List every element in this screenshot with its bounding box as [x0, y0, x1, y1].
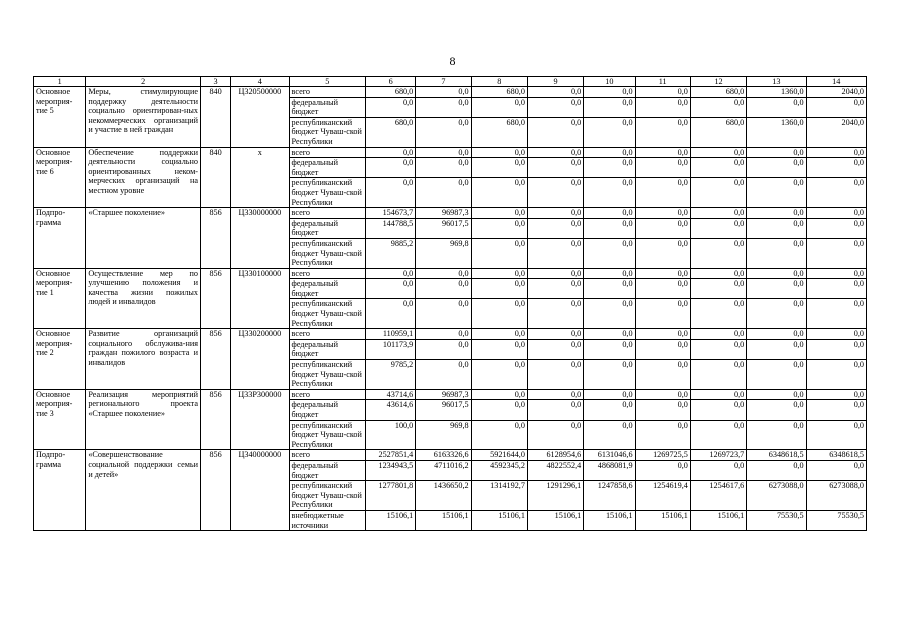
amount-cell: 0,0: [584, 420, 635, 450]
amount-cell: 0,0: [527, 218, 583, 238]
amount-cell: 15106,1: [471, 510, 527, 530]
amount-cell: 0,0: [527, 389, 583, 400]
amount-cell: 0,0: [365, 268, 415, 279]
amount-cell: 75530,5: [747, 510, 806, 530]
amount-cell: 0,0: [690, 279, 746, 299]
amount-cell: 0,0: [690, 420, 746, 450]
program-type-cell: Основное мероприя-тие 1: [34, 268, 86, 329]
budget-code-cell: Ц320500000: [231, 87, 289, 148]
table-row: [34, 389, 867, 400]
amount-cell: 0,0: [527, 238, 583, 268]
grbs-code-cell: 856: [201, 450, 231, 531]
amount-cell: 2527851,4: [365, 450, 415, 461]
amount-cell: 154673,7: [365, 208, 415, 219]
funding-source-cell: федеральный бюджет: [289, 279, 365, 299]
amount-cell: 0,0: [584, 178, 635, 208]
amount-cell: 0,0: [635, 158, 690, 178]
amount-cell: 0,0: [747, 400, 806, 420]
amount-cell: 0,0: [635, 178, 690, 208]
amount-cell: 0,0: [806, 339, 866, 359]
amount-cell: 0,0: [584, 87, 635, 98]
amount-cell: 101173,9: [365, 339, 415, 359]
grbs-code-cell: 840: [201, 87, 231, 148]
amount-cell: 0,0: [471, 97, 527, 117]
table-row: [34, 147, 867, 158]
amount-cell: 0,0: [584, 238, 635, 268]
funding-source-cell: республиканский бюджет Чуваш-ской Республики: [289, 238, 365, 268]
amount-cell: 0,0: [365, 279, 415, 299]
amount-cell: 0,0: [416, 147, 471, 158]
amount-cell: 1277801,8: [365, 481, 415, 511]
amount-cell: 15106,1: [416, 510, 471, 530]
funding-source-cell: республиканский бюджет Чуваш-ской Республики: [289, 481, 365, 511]
column-number-10: 10: [584, 77, 635, 87]
grbs-code-cell: 856: [201, 389, 231, 450]
amount-cell: 15106,1: [690, 510, 746, 530]
amount-cell: 680,0: [471, 117, 527, 147]
amount-cell: 0,0: [471, 279, 527, 299]
amount-cell: 0,0: [806, 268, 866, 279]
amount-cell: 0,0: [635, 389, 690, 400]
program-type-cell: Подпро-грамма: [34, 450, 86, 531]
amount-cell: 0,0: [806, 400, 866, 420]
amount-cell: 4822552,4: [527, 460, 583, 480]
amount-cell: 0,0: [806, 208, 866, 219]
program-name-cell: «Совершенствование социальной поддержки семьи и детей»: [86, 450, 201, 531]
amount-cell: 9785,2: [365, 360, 415, 390]
amount-cell: 0,0: [584, 279, 635, 299]
funding-source-cell: федеральный бюджет: [289, 97, 365, 117]
program-name-cell: Осуществление мер по улучшению положения и качества жизни пожилых людей и инвалидов: [86, 268, 201, 329]
amount-cell: 0,0: [635, 299, 690, 329]
amount-cell: 0,0: [527, 360, 583, 390]
amount-cell: 0,0: [635, 208, 690, 219]
funding-source-cell: внебюджетные источники: [289, 510, 365, 530]
funding-source-cell: федеральный бюджет: [289, 158, 365, 178]
amount-cell: 6163326,6: [416, 450, 471, 461]
amount-cell: 96017,5: [416, 218, 471, 238]
funding-source-cell: республиканский бюджет Чуваш-ской Республики: [289, 360, 365, 390]
amount-cell: 9885,2: [365, 238, 415, 268]
amount-cell: 0,0: [365, 158, 415, 178]
amount-cell: 0,0: [747, 460, 806, 480]
amount-cell: 2040,0: [806, 117, 866, 147]
amount-cell: 0,0: [416, 279, 471, 299]
amount-cell: 0,0: [806, 299, 866, 329]
amount-cell: 0,0: [365, 299, 415, 329]
amount-cell: 1254619,4: [635, 481, 690, 511]
program-name-cell: «Старшее поколение»: [86, 208, 201, 269]
table-row: [34, 208, 867, 219]
amount-cell: 680,0: [690, 117, 746, 147]
amount-cell: 0,0: [806, 178, 866, 208]
amount-cell: 0,0: [471, 158, 527, 178]
amount-cell: 0,0: [471, 299, 527, 329]
amount-cell: 0,0: [690, 178, 746, 208]
amount-cell: 0,0: [747, 147, 806, 158]
column-number-7: 7: [416, 77, 471, 87]
amount-cell: 0,0: [416, 87, 471, 98]
column-number-row: [34, 77, 867, 87]
column-number-3: 3: [201, 77, 231, 87]
amount-cell: 0,0: [806, 158, 866, 178]
column-number-2: 2: [86, 77, 201, 87]
amount-cell: 0,0: [806, 97, 866, 117]
program-type-cell: Подпро-грамма: [34, 208, 86, 269]
budget-code-cell: Ц33Р300000: [231, 389, 289, 450]
grbs-code-cell: 856: [201, 268, 231, 329]
amount-cell: 0,0: [527, 400, 583, 420]
grbs-code-cell: 856: [201, 329, 231, 390]
grbs-code-cell: 840: [201, 147, 231, 208]
amount-cell: 0,0: [416, 299, 471, 329]
amount-cell: 0,0: [690, 389, 746, 400]
funding-source-cell: федеральный бюджет: [289, 400, 365, 420]
amount-cell: 0,0: [635, 238, 690, 268]
amount-cell: 680,0: [690, 87, 746, 98]
amount-cell: 1291296,1: [527, 481, 583, 511]
amount-cell: 0,0: [584, 268, 635, 279]
amount-cell: 0,0: [635, 420, 690, 450]
amount-cell: 0,0: [471, 420, 527, 450]
amount-cell: 75530,5: [806, 510, 866, 530]
amount-cell: 4868081,9: [584, 460, 635, 480]
amount-cell: 0,0: [690, 158, 746, 178]
amount-cell: 0,0: [690, 299, 746, 329]
amount-cell: 0,0: [635, 400, 690, 420]
program-type-cell: Основное мероприя-тие 3: [34, 389, 86, 450]
amount-cell: 6131046,6: [584, 450, 635, 461]
amount-cell: 15106,1: [635, 510, 690, 530]
table-row: [34, 268, 867, 279]
column-number-5: 5: [289, 77, 365, 87]
amount-cell: 1269725,5: [635, 450, 690, 461]
amount-cell: 0,0: [635, 268, 690, 279]
funding-source-cell: всего: [289, 208, 365, 219]
amount-cell: 680,0: [471, 87, 527, 98]
amount-cell: 0,0: [471, 178, 527, 208]
amount-cell: 0,0: [806, 329, 866, 340]
amount-cell: 1247858,6: [584, 481, 635, 511]
amount-cell: 0,0: [416, 97, 471, 117]
amount-cell: 0,0: [747, 299, 806, 329]
program-type-cell: Основное мероприя-тие 6: [34, 147, 86, 208]
amount-cell: 1436650,2: [416, 481, 471, 511]
amount-cell: 0,0: [471, 339, 527, 359]
amount-cell: 0,0: [806, 218, 866, 238]
amount-cell: 0,0: [690, 329, 746, 340]
amount-cell: 0,0: [527, 299, 583, 329]
amount-cell: 0,0: [365, 147, 415, 158]
amount-cell: 0,0: [527, 339, 583, 359]
amount-cell: 6273088,0: [806, 481, 866, 511]
column-number-12: 12: [690, 77, 746, 87]
amount-cell: 0,0: [416, 117, 471, 147]
column-number-9: 9: [527, 77, 583, 87]
amount-cell: 0,0: [747, 158, 806, 178]
column-number-11: 11: [635, 77, 690, 87]
amount-cell: 0,0: [365, 97, 415, 117]
amount-cell: 0,0: [471, 400, 527, 420]
amount-cell: 0,0: [471, 389, 527, 400]
amount-cell: 0,0: [690, 400, 746, 420]
amount-cell: 1269723,7: [690, 450, 746, 461]
amount-cell: 0,0: [806, 460, 866, 480]
amount-cell: 680,0: [365, 117, 415, 147]
amount-cell: 969,8: [416, 420, 471, 450]
amount-cell: 0,0: [584, 360, 635, 390]
grbs-code-cell: 856: [201, 208, 231, 269]
amount-cell: 5921644,0: [471, 450, 527, 461]
amount-cell: 0,0: [584, 400, 635, 420]
amount-cell: 0,0: [365, 178, 415, 208]
amount-cell: 0,0: [416, 360, 471, 390]
amount-cell: 0,0: [747, 238, 806, 268]
amount-cell: 4711016,2: [416, 460, 471, 480]
amount-cell: 0,0: [471, 268, 527, 279]
amount-cell: 0,0: [471, 360, 527, 390]
funding-source-cell: федеральный бюджет: [289, 460, 365, 480]
amount-cell: 0,0: [747, 339, 806, 359]
amount-cell: 1234943,5: [365, 460, 415, 480]
amount-cell: 0,0: [584, 389, 635, 400]
amount-cell: 0,0: [471, 147, 527, 158]
amount-cell: 0,0: [527, 268, 583, 279]
program-type-cell: Основное мероприя-тие 5: [34, 87, 86, 148]
funding-source-cell: республиканский бюджет Чуваш-ской Республики: [289, 178, 365, 208]
amount-cell: 969,8: [416, 238, 471, 268]
amount-cell: 0,0: [747, 420, 806, 450]
amount-cell: 0,0: [635, 279, 690, 299]
amount-cell: 110959,1: [365, 329, 415, 340]
amount-cell: 4592345,2: [471, 460, 527, 480]
amount-cell: 96017,5: [416, 400, 471, 420]
amount-cell: 15106,1: [527, 510, 583, 530]
amount-cell: 0,0: [635, 218, 690, 238]
amount-cell: 0,0: [747, 97, 806, 117]
amount-cell: 0,0: [471, 208, 527, 219]
column-number-13: 13: [747, 77, 806, 87]
column-number-14: 14: [806, 77, 866, 87]
amount-cell: 0,0: [690, 97, 746, 117]
amount-cell: 0,0: [690, 339, 746, 359]
amount-cell: 0,0: [584, 339, 635, 359]
amount-cell: 0,0: [584, 158, 635, 178]
amount-cell: 0,0: [806, 147, 866, 158]
funding-source-cell: республиканский бюджет Чуваш-ской Республики: [289, 299, 365, 329]
program-name-cell: Реализация мероприятий регионального проекта «Старшее поколение»: [86, 389, 201, 450]
page-number: 8: [449, 54, 456, 68]
amount-cell: 0,0: [584, 218, 635, 238]
amount-cell: 1254617,6: [690, 481, 746, 511]
amount-cell: 144788,5: [365, 218, 415, 238]
amount-cell: 0,0: [747, 360, 806, 390]
amount-cell: 0,0: [747, 389, 806, 400]
amount-cell: 0,0: [806, 360, 866, 390]
amount-cell: 0,0: [690, 208, 746, 219]
amount-cell: 0,0: [690, 238, 746, 268]
amount-cell: 0,0: [416, 329, 471, 340]
amount-cell: 0,0: [527, 208, 583, 219]
amount-cell: 0,0: [527, 178, 583, 208]
amount-cell: 96987,3: [416, 389, 471, 400]
program-type-cell: Основное мероприя-тие 2: [34, 329, 86, 390]
amount-cell: 0,0: [527, 147, 583, 158]
budget-code-cell: Ц340000000: [231, 450, 289, 531]
funding-source-cell: федеральный бюджет: [289, 339, 365, 359]
program-name-cell: Развитие организаций социального обслужива-ния граждан пожилого возраста и инвалидов: [86, 329, 201, 390]
budget-code-cell: х: [231, 147, 289, 208]
amount-cell: 15106,1: [365, 510, 415, 530]
table-row: [34, 329, 867, 340]
amount-cell: 0,0: [584, 329, 635, 340]
amount-cell: 0,0: [584, 208, 635, 219]
amount-cell: 43714,6: [365, 389, 415, 400]
amount-cell: 0,0: [471, 329, 527, 340]
funding-source-cell: республиканский бюджет Чуваш-ской Республики: [289, 117, 365, 147]
amount-cell: 0,0: [806, 389, 866, 400]
amount-cell: 0,0: [584, 299, 635, 329]
amount-cell: 0,0: [527, 87, 583, 98]
amount-cell: 1314192,7: [471, 481, 527, 511]
amount-cell: 0,0: [747, 279, 806, 299]
amount-cell: 0,0: [690, 268, 746, 279]
amount-cell: 0,0: [584, 97, 635, 117]
amount-cell: 0,0: [527, 158, 583, 178]
amount-cell: 0,0: [806, 279, 866, 299]
amount-cell: 0,0: [416, 339, 471, 359]
amount-cell: 100,0: [365, 420, 415, 450]
amount-cell: 0,0: [635, 460, 690, 480]
amount-cell: 0,0: [471, 218, 527, 238]
funding-source-cell: федеральный бюджет: [289, 218, 365, 238]
amount-cell: 6348618,5: [806, 450, 866, 461]
amount-cell: 0,0: [416, 178, 471, 208]
amount-cell: 0,0: [635, 329, 690, 340]
amount-cell: 0,0: [584, 117, 635, 147]
budget-code-cell: Ц330100000: [231, 268, 289, 329]
amount-cell: 0,0: [747, 178, 806, 208]
amount-cell: 0,0: [527, 329, 583, 340]
amount-cell: 0,0: [527, 420, 583, 450]
amount-cell: 0,0: [635, 339, 690, 359]
budget-code-cell: Ц330200000: [231, 329, 289, 390]
amount-cell: 0,0: [747, 208, 806, 219]
amount-cell: 1360,0: [747, 87, 806, 98]
amount-cell: 96987,3: [416, 208, 471, 219]
amount-cell: 0,0: [416, 268, 471, 279]
funding-source-cell: республиканский бюджет Чуваш-ской Республики: [289, 420, 365, 450]
program-name-cell: Меры, стимулирующие поддержку деятельности социально ориентирован-ных некоммерческих организаций и участие в ней граждан: [86, 87, 201, 148]
amount-cell: 680,0: [365, 87, 415, 98]
amount-cell: 0,0: [635, 360, 690, 390]
table-row: [34, 87, 867, 98]
amount-cell: 0,0: [747, 218, 806, 238]
funding-source-cell: всего: [289, 147, 365, 158]
column-number-4: 4: [231, 77, 289, 87]
program-name-cell: Обеспечение поддержки деятельности социально ориентированных неком-мерческих организаций на местном уровне: [86, 147, 201, 208]
funding-source-cell: всего: [289, 87, 365, 98]
funding-source-cell: всего: [289, 268, 365, 279]
amount-cell: 0,0: [690, 360, 746, 390]
amount-cell: 0,0: [747, 329, 806, 340]
amount-cell: 0,0: [527, 279, 583, 299]
amount-cell: 0,0: [527, 97, 583, 117]
amount-cell: 0,0: [690, 460, 746, 480]
table-row: [34, 450, 867, 461]
funding-source-cell: всего: [289, 389, 365, 400]
amount-cell: 1360,0: [747, 117, 806, 147]
budget-code-cell: Ц330000000: [231, 208, 289, 269]
amount-cell: 0,0: [747, 268, 806, 279]
amount-cell: 0,0: [635, 87, 690, 98]
amount-cell: 0,0: [471, 238, 527, 268]
column-number-1: 1: [34, 77, 86, 87]
amount-cell: 0,0: [584, 147, 635, 158]
amount-cell: 43614,6: [365, 400, 415, 420]
funding-source-cell: всего: [289, 450, 365, 461]
amount-cell: 6128954,6: [527, 450, 583, 461]
amount-cell: 0,0: [635, 97, 690, 117]
column-number-6: 6: [365, 77, 415, 87]
amount-cell: 0,0: [806, 420, 866, 450]
budget-table: [33, 76, 867, 531]
funding-source-cell: всего: [289, 329, 365, 340]
amount-cell: 6348618,5: [747, 450, 806, 461]
amount-cell: 0,0: [690, 218, 746, 238]
amount-cell: 0,0: [635, 147, 690, 158]
amount-cell: 2040,0: [806, 87, 866, 98]
amount-cell: 15106,1: [584, 510, 635, 530]
amount-cell: 0,0: [527, 117, 583, 147]
amount-cell: 6273088,0: [747, 481, 806, 511]
amount-cell: 0,0: [806, 238, 866, 268]
amount-cell: 0,0: [690, 147, 746, 158]
amount-cell: 0,0: [635, 117, 690, 147]
column-number-8: 8: [471, 77, 527, 87]
amount-cell: 0,0: [416, 158, 471, 178]
